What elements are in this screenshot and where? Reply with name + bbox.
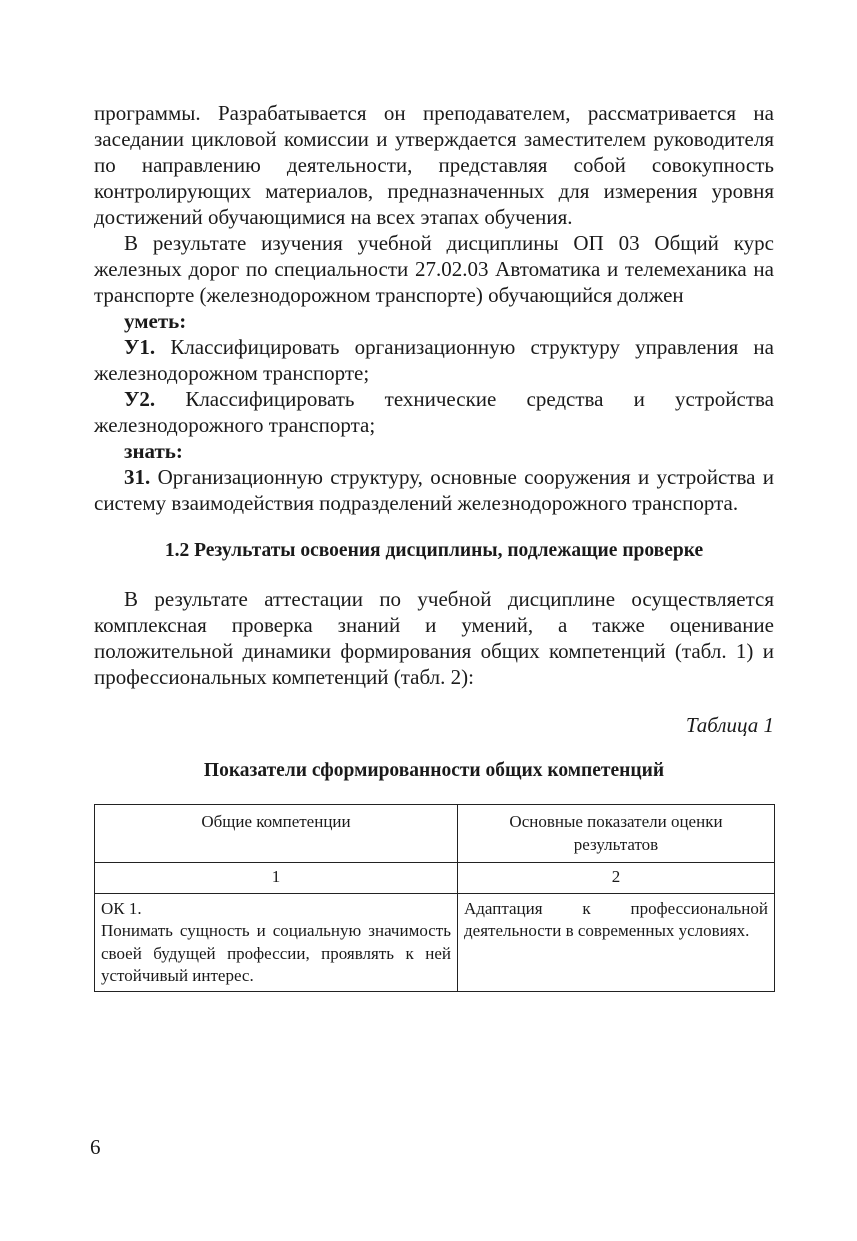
- table-header-competencies: Общие компетенции: [95, 805, 458, 863]
- skill-code: У2.: [124, 387, 156, 411]
- skill-code: У1.: [124, 335, 156, 359]
- document-page: [94, 100, 774, 992]
- competence-text: Понимать сущность и социальную значимость своей будущей профессии, проявлять к ней устойчивый интерес.: [101, 921, 451, 985]
- paragraph-intro: программы. Разрабатывается он преподавателем, рассматривается на заседании цикловой комиссии и утверждается заместителем руководителя по направлению деятельности, представляя собой совокупность контролирующих материалов, предназначенных для измерения уровня достижений обучающимися на всех этапах обучения.: [94, 101, 774, 229]
- skill-text: Классифицировать технические средства и устройства железнодорожного транспорта;: [94, 387, 774, 437]
- indicator-cell: Адаптация к профессиональной деятельности в современных условиях.: [458, 893, 775, 991]
- section-heading: 1.2 Результаты освоения дисциплины, подлежащие проверке: [164, 540, 704, 561]
- table-header-indicators: Основные показатели оценки результатов: [458, 805, 775, 863]
- knowledge-item-31: [94, 464, 774, 516]
- competencies-table: [94, 804, 775, 992]
- competence-cell: [95, 893, 458, 991]
- knowledge-code: 31.: [124, 465, 151, 489]
- knowledge-heading: знать:: [124, 439, 183, 463]
- column-number: 1: [95, 863, 458, 894]
- table-number-row: [95, 863, 775, 894]
- skills-heading: уметь:: [124, 309, 187, 333]
- table-caption: Таблица 1: [685, 713, 774, 737]
- table-title: Показатели сформированности общих компетенций: [203, 760, 665, 781]
- table-row: [95, 893, 775, 991]
- skill-text: Классифицировать организационную структуру управления на железнодорожном транспорте;: [94, 335, 774, 385]
- skill-item-u2: [94, 386, 774, 438]
- knowledge-text: Организационную структуру, основные сооружения и устройства и систему взаимодействия подразделений железнодорожного транспорта.: [94, 465, 774, 515]
- paragraph-result: В результате изучения учебной дисциплины ОП 03 Общий курс железных дорог по специальности 27.02.03 Автоматика и телемеханика на транспорте (железнодорожном транспорте) обучающийся должен: [94, 231, 774, 307]
- skill-item-u1: [94, 334, 774, 386]
- table-header-row: [95, 805, 775, 863]
- competence-code: ОК 1.: [101, 898, 142, 918]
- paragraph-attestation: В результате аттестации по учебной дисциплине осуществляется комплексная проверка знаний и умений, а также оценивание положительной динамики формирования общих компетенций (табл. 1) и профессиональных компетенций (табл. 2):: [94, 587, 774, 689]
- page-number: 6: [90, 1135, 101, 1159]
- column-number: 2: [458, 863, 775, 894]
